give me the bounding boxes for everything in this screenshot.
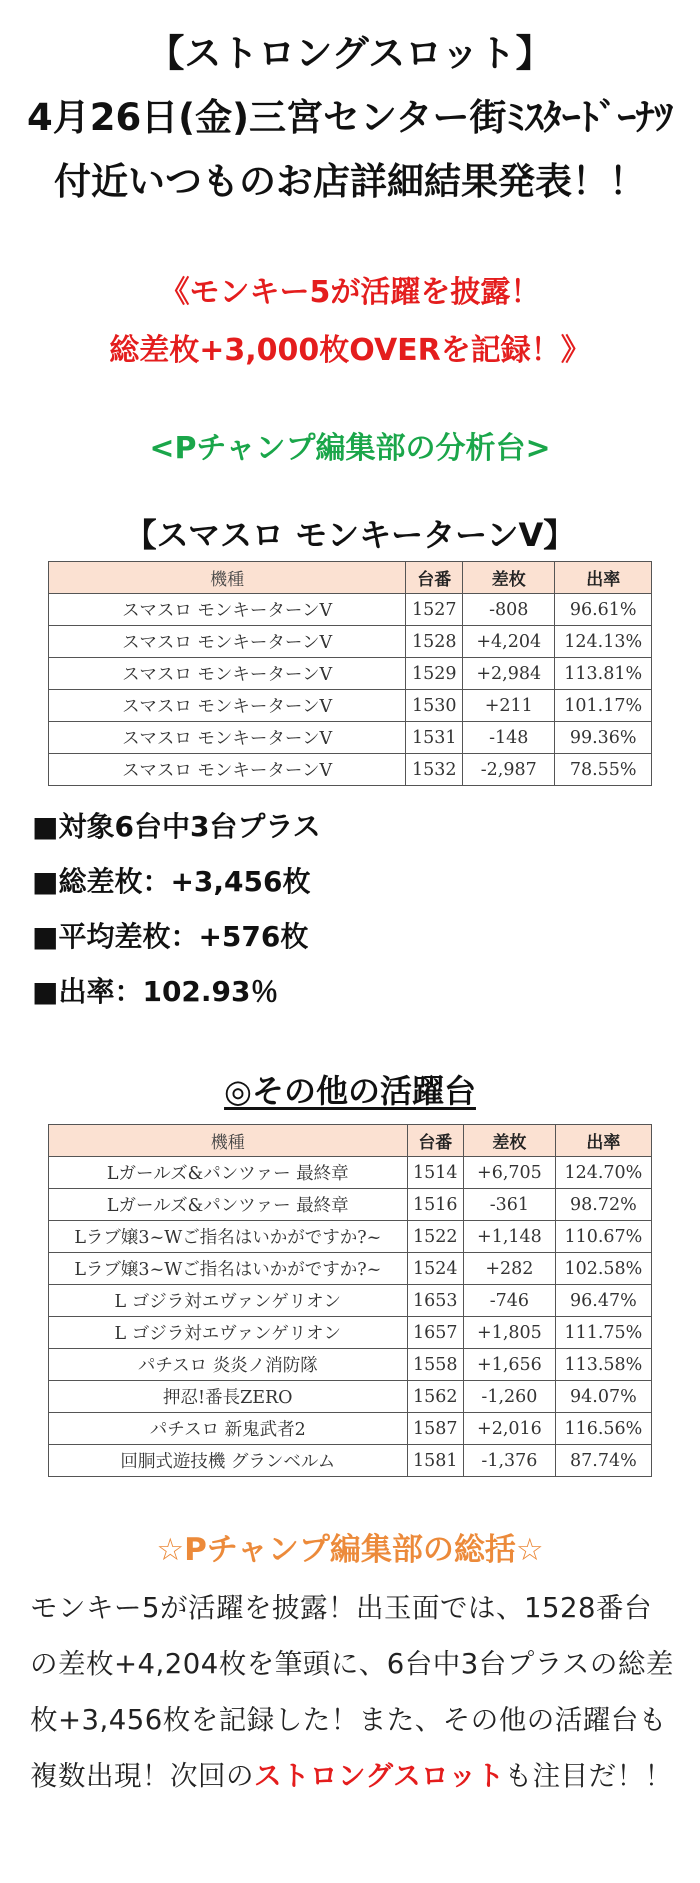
cell-unit-number: 1527 bbox=[406, 594, 463, 626]
other-machines-table bbox=[48, 1124, 652, 1477]
header-machine: 機種 bbox=[49, 562, 406, 594]
cell-diff: +6,705 bbox=[464, 1157, 556, 1189]
summary-title: ☆Pチャンプ編集部の総括☆ bbox=[156, 1532, 544, 1568]
cell-machine: Lガールズ&パンツァー 最終章 bbox=[49, 1189, 408, 1221]
cell-payout-rate: 116.56% bbox=[555, 1413, 651, 1445]
cell-machine: Lガールズ&パンツァー 最終章 bbox=[49, 1157, 408, 1189]
stat-plus-count: ■対象6台中3台プラス bbox=[32, 810, 321, 843]
header-diff: 差枚 bbox=[464, 1125, 556, 1157]
table-row bbox=[49, 1189, 652, 1221]
table-header-row bbox=[49, 562, 652, 594]
cell-machine: Lラブ嬢3~Wご指名はいかがですか?~ bbox=[49, 1221, 408, 1253]
header-payout-rate: 出率 bbox=[555, 1125, 651, 1157]
cell-diff: -148 bbox=[463, 722, 555, 754]
highlight-line-2: 総差枚+3,000枚OVERを記録！》 bbox=[109, 333, 591, 368]
cell-machine: パチスロ 新鬼武者2 bbox=[49, 1413, 408, 1445]
cell-diff: +1,805 bbox=[464, 1317, 556, 1349]
table-row bbox=[49, 1413, 652, 1445]
cell-diff: -2,987 bbox=[463, 754, 555, 786]
cell-diff: +2,984 bbox=[463, 658, 555, 690]
cell-unit-number: 1530 bbox=[406, 690, 463, 722]
cell-diff: +1,656 bbox=[464, 1349, 556, 1381]
summary-highlight-brand: ストロングスロット bbox=[254, 1760, 505, 1792]
cell-unit-number: 1516 bbox=[407, 1189, 463, 1221]
cell-machine: スマスロ モンキーターンV bbox=[49, 754, 406, 786]
header-diff: 差枚 bbox=[463, 562, 555, 594]
cell-machine: 回胴式遊技機 グランベルム bbox=[49, 1445, 408, 1477]
cell-payout-rate: 110.67% bbox=[555, 1221, 651, 1253]
cell-diff: +282 bbox=[464, 1253, 556, 1285]
cell-payout-rate: 101.17% bbox=[555, 690, 652, 722]
table-row bbox=[49, 1349, 652, 1381]
cell-unit-number: 1558 bbox=[407, 1349, 463, 1381]
table2-title-text: ◎その他の活躍台 bbox=[224, 1072, 476, 1110]
monkey-turn-table bbox=[48, 561, 652, 786]
event-subtitle: 付近いつものお店詳細結果発表！！ bbox=[54, 160, 646, 203]
highlight-line-1: 《モンキー5が活躍を披露！ bbox=[159, 275, 541, 310]
cell-unit-number: 1657 bbox=[407, 1317, 463, 1349]
table-header-row bbox=[49, 1125, 652, 1157]
cell-machine: Lラブ嬢3~Wご指名はいかがですか?~ bbox=[49, 1253, 408, 1285]
header-unit-number: 台番 bbox=[406, 562, 463, 594]
event-date-location: 4月26日(金)三宮センター街ﾐｽﾀｰﾄﾞｰﾅﾂ bbox=[26, 96, 674, 139]
cell-unit-number: 1531 bbox=[406, 722, 463, 754]
table-row bbox=[49, 722, 652, 754]
cell-machine: スマスロ モンキーターンV bbox=[49, 626, 406, 658]
summary-closing: も注目だ！！ bbox=[504, 1760, 673, 1792]
cell-diff: -746 bbox=[464, 1285, 556, 1317]
table-row bbox=[49, 690, 652, 722]
cell-diff: +2,016 bbox=[464, 1413, 556, 1445]
table1-title: 【スマスロ モンキーターンV】 bbox=[124, 516, 576, 554]
cell-diff: +211 bbox=[463, 690, 555, 722]
cell-payout-rate: 124.13% bbox=[555, 626, 652, 658]
table-row bbox=[49, 1285, 652, 1317]
header-payout-rate: 出率 bbox=[555, 562, 652, 594]
table-row bbox=[49, 594, 652, 626]
cell-machine: スマスロ モンキーターンV bbox=[49, 658, 406, 690]
cell-payout-rate: 94.07% bbox=[555, 1381, 651, 1413]
table-row bbox=[49, 658, 652, 690]
summary-body: モンキー5が活躍を披露！出玉面では、1528番台の差枚+4,204枚を筆頭に、6台中3台プラスの総差枚+3,456枚を記録した！また、その他の活躍台も複数出現！次回の bbox=[30, 1592, 674, 1792]
cell-diff: -808 bbox=[463, 594, 555, 626]
stat-total-diff: ■総差枚：+3,456枚 bbox=[32, 865, 311, 898]
analysis-label: <Pチャンプ編集部の分析台> bbox=[149, 431, 551, 466]
cell-payout-rate: 78.55% bbox=[555, 754, 652, 786]
table-row bbox=[49, 754, 652, 786]
cell-unit-number: 1522 bbox=[407, 1221, 463, 1253]
cell-diff: -361 bbox=[464, 1189, 556, 1221]
table-row bbox=[49, 1445, 652, 1477]
cell-payout-rate: 113.81% bbox=[555, 658, 652, 690]
cell-unit-number: 1581 bbox=[407, 1445, 463, 1477]
cell-unit-number: 1514 bbox=[407, 1157, 463, 1189]
cell-diff: +1,148 bbox=[464, 1221, 556, 1253]
cell-payout-rate: 98.72% bbox=[555, 1189, 651, 1221]
stat-payout-rate: ■出率：102.93％ bbox=[32, 975, 279, 1008]
cell-unit-number: 1587 bbox=[407, 1413, 463, 1445]
table2-title bbox=[0, 1066, 700, 1112]
cell-payout-rate: 96.61% bbox=[555, 594, 652, 626]
header-machine: 機種 bbox=[49, 1125, 408, 1157]
cell-unit-number: 1529 bbox=[406, 658, 463, 690]
cell-machine: パチスロ 炎炎ノ消防隊 bbox=[49, 1349, 408, 1381]
cell-payout-rate: 113.58% bbox=[555, 1349, 651, 1381]
stat-average-diff: ■平均差枚：+576枚 bbox=[32, 920, 309, 953]
summary-text bbox=[30, 1580, 675, 1804]
table-row bbox=[49, 1317, 652, 1349]
cell-machine: L ゴジラ対エヴァンゲリオン bbox=[49, 1317, 408, 1349]
cell-diff: +4,204 bbox=[463, 626, 555, 658]
cell-payout-rate: 96.47% bbox=[555, 1285, 651, 1317]
cell-machine: L ゴジラ対エヴァンゲリオン bbox=[49, 1285, 408, 1317]
cell-payout-rate: 111.75% bbox=[555, 1317, 651, 1349]
table-row bbox=[49, 626, 652, 658]
cell-unit-number: 1562 bbox=[407, 1381, 463, 1413]
cell-machine: 押忍!番長ZERO bbox=[49, 1381, 408, 1413]
cell-unit-number: 1653 bbox=[407, 1285, 463, 1317]
cell-unit-number: 1528 bbox=[406, 626, 463, 658]
cell-payout-rate: 87.74% bbox=[555, 1445, 651, 1477]
cell-payout-rate: 99.36% bbox=[555, 722, 652, 754]
header-unit-number: 台番 bbox=[407, 1125, 463, 1157]
table-row bbox=[49, 1157, 652, 1189]
table-row bbox=[49, 1381, 652, 1413]
cell-unit-number: 1532 bbox=[406, 754, 463, 786]
table-row bbox=[49, 1253, 652, 1285]
page-title: 【ストロングスロット】 bbox=[147, 32, 553, 75]
cell-unit-number: 1524 bbox=[407, 1253, 463, 1285]
table-row bbox=[49, 1221, 652, 1253]
cell-payout-rate: 124.70% bbox=[555, 1157, 651, 1189]
cell-payout-rate: 102.58% bbox=[555, 1253, 651, 1285]
cell-machine: スマスロ モンキーターンV bbox=[49, 690, 406, 722]
cell-diff: -1,376 bbox=[464, 1445, 556, 1477]
cell-machine: スマスロ モンキーターンV bbox=[49, 722, 406, 754]
cell-diff: -1,260 bbox=[464, 1381, 556, 1413]
cell-machine: スマスロ モンキーターンV bbox=[49, 594, 406, 626]
